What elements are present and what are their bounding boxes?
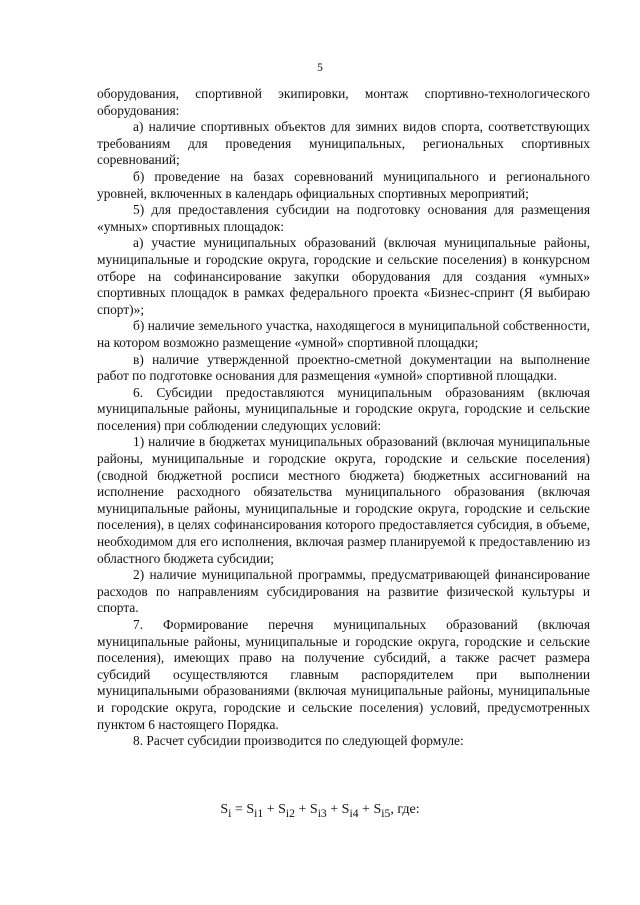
formula-term-sub: i2 — [285, 806, 295, 820]
formula-tail: , где: — [390, 802, 420, 817]
formula-lhs: S — [220, 802, 229, 817]
paragraph-5c: в) наличие утвержденной проектно-сметной документации на выполнение работ по подготовке основания для размещения «умной» спортивной площадки. — [97, 351, 590, 384]
formula-term: S — [278, 802, 286, 817]
paragraph-5: 5) для предоставления субсидии на подготовку основания для размещения «умных» спортивных площадок: — [97, 202, 590, 234]
paragraph-5b: б) наличие земельного участка, находящегося в муниципальной собственности, на котором возможно размещение «умной» спортивной площадки; — [97, 318, 590, 350]
formula-term: S — [373, 802, 382, 817]
formula-term-sub: i1 — [254, 806, 264, 820]
formula-term: S — [309, 802, 318, 817]
paragraph-5a: а) участие муниципальных образований (включая муниципальные районы, муниципальные и городские округа, городские и сельские поселения) в конкурсном отборе на софинансирование закупки оборудования для создания «умных» спортивных площадок в рамках федерального проекта «Бизнес-спринт (Я выбираю спорт)»; — [97, 235, 590, 317]
formula-term-sub: i5 — [381, 806, 391, 820]
page-number: 5 — [317, 62, 323, 74]
paragraph-7: 7. Формирование перечня муниципальных образований (включая муниципальные районы, муниципальные и городские округа, городские и сельские поселения), имеющих право на получение субсидий, а также расчет размера субсидий осуществляются главным распорядителем при выполнении муниципальными образованиями (включая муниципальные районы, муниципальные и городские округа, городские и сельские поселения) условий, предусмотренных пунктом 6 настоящего Порядка. — [97, 617, 590, 732]
formula-plus: + — [326, 802, 342, 817]
paragraph-6-1: 1) наличие в бюджетах муниципальных образований (включая муниципальные районы, муниципальные и городские округа, городские и сельские поселения) (сводной бюджетной росписи местного бюджета) бюджетных ассигнований на исполнение расходного обязательства муниципального образования (включая муниципальные районы, муниципальные и городские округа, городские и сельские поселения), в целях софинансирования которого предоставляется субсидия, в объеме, необходимом для его исполнения, включая размер планируемой к предоставлению из областного бюджета субсидии; — [97, 434, 590, 566]
formula-term-sub: i4 — [349, 806, 359, 820]
formula-equals: = — [231, 802, 247, 817]
paragraph-8: 8. Расчет субсидии производится по следующей формуле: — [133, 733, 464, 749]
formula-term: S — [341, 802, 350, 817]
formula-term: S — [246, 802, 255, 817]
paragraph-6: 6. Субсидии предоставляются муниципальным образованиям (включая муниципальные районы, муниципальные и городские округа, городские и сельские поселения) при соблюдении следующих условий: — [97, 384, 590, 433]
paragraph-4a: а) наличие спортивных объектов для зимних видов спорта, соответствующих требованиям для проведения муниципальных, региональных спортивных соревнований; — [97, 119, 590, 168]
formula-plus: + — [263, 802, 279, 817]
subsidy-formula — [0, 802, 640, 820]
formula-plus: + — [358, 802, 374, 817]
formula-plus: + — [294, 802, 310, 817]
paragraph-equipment-continuation: оборудования, спортивной экипировки, монтаж спортивно-технологического оборудования: — [97, 86, 590, 118]
document-body — [97, 86, 590, 750]
formula-lhs-sub: i — [228, 806, 232, 820]
paragraph-4b: б) проведение на базах соревнований муниципального и регионального уровней, включенных в календарь официальных спортивных мероприятий; — [97, 168, 590, 201]
formula-term-sub: i3 — [317, 806, 327, 820]
paragraph-6-2: 2) наличие муниципальной программы, предусматривающей финансирование расходов по направлениям субсидирования на развитие физической культуры и спорта. — [97, 567, 590, 616]
